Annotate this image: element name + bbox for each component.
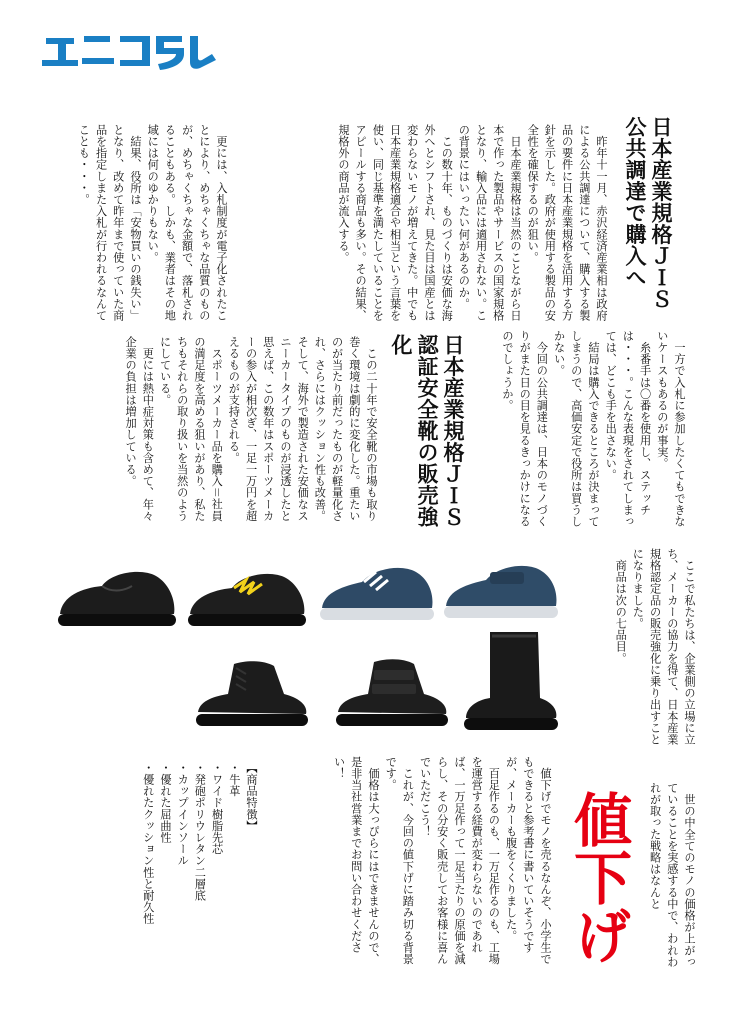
section2-title-line1: 日本産業規格ＪＩＳ	[441, 334, 465, 528]
section3-body	[264, 756, 554, 972]
section3-paragraph: 世の中全てのモノの価格が上がっていることを実感する中で、われわれが取った戦略はなんと	[648, 782, 696, 968]
navy-suede-shoe-white-laces-icon	[316, 560, 438, 636]
feature-item: ・優れた屈曲性	[158, 762, 172, 844]
section1-paragraph: 日本産業規格は当然のことながら日本で作った製品やサービスの国家規格となり、輸入品には適用されない。この背景にはいったい何があるのか。	[457, 124, 522, 322]
section3-paragraph: これが、今回の値下げに踏み切る背景です。	[384, 756, 415, 965]
section1-continued-paragraph: 一方で入札に参加したくてもできないケースもあるのが事実。	[655, 330, 686, 528]
section3-body-right	[636, 782, 698, 978]
section2-continued-paragraph: ここで私たちは、企業側の立場に立ち、メーカーの協力を得て、日本産業規格認定品の販売強化に乗り出すことになりました。	[631, 548, 696, 746]
section2-paragraph: 更には熱中症対策も含めて、年々企業の負担は増加している。	[124, 336, 155, 522]
product-features	[108, 762, 260, 962]
section3-paragraph: 価格は大っぴらにはできませんので、是非当社営業までお問い合わせください！	[332, 756, 380, 965]
black-shoe-yellow-laces-icon	[182, 564, 310, 640]
section1-title-line2: 公共調達で購入へ	[623, 116, 647, 288]
section1-paragraph: 更には、入札制度が電子化されたことにより、めちゃくちゃな品質のものが、めちゃくちゃな金額で、落札されることもある。しかも、業者はその地域には何のゆかりもない。	[146, 124, 228, 322]
section1-continued-paragraph: 今回の公共調達は、日本のモノづくりがまた日の目を見るきっかけになるのでしょうか。	[500, 330, 549, 528]
feature-item: ・発砲ポリウレタン二層底	[193, 762, 207, 902]
unicolumn-logo	[42, 30, 220, 74]
section2-continued	[574, 548, 698, 748]
navy-suede-velcro-shoe-icon	[440, 558, 560, 634]
discount-headline: 値下げ	[564, 790, 632, 964]
black-leather-low-shoe-icon	[52, 562, 180, 640]
section1-title-line1: 日本産業規格ＪＩＳ	[649, 116, 673, 310]
section1-body	[336, 124, 610, 322]
section3-paragraph: 百足作るのも、一万足作るのも、工場を運営する経費が変わらないのであれば、一万足作って一足当たりの原価を減らし、その分安く販売してお客様に喜んでいただこう！	[418, 756, 501, 965]
section2-title	[388, 334, 466, 544]
section2-paragraph: スポーツメーカー品を購入＝社員の満足度を高める狙いがあり、私たちもそれらの取り扱いを当然のようにしている。	[158, 336, 224, 522]
section1-continued	[466, 330, 688, 530]
section1-paragraph: 昨年十一月、赤沢経済産業相は政府による公共調達について、購入する製品の要件に日本産業規格を活用する方針を示した。政府が使用する製品の安全性を確保するのが狙い。	[526, 124, 608, 322]
section1-paragraph: 結果、役所は「安物買いの銭失い」となり、改めて昨年まで使っていた商品を指定しまた入札が行われるなんてことも・・・。	[77, 124, 142, 322]
section1-body-left	[77, 124, 230, 322]
feature-item: ・優れたクッション性と耐久性	[141, 762, 155, 925]
section1-continued-paragraph: 糸番手は〇番を使用し、ステッチは・・・。こんな表現をされてしまっては、どこも手を出さない。	[604, 330, 652, 528]
black-high-boot-icon	[460, 628, 560, 738]
section3-paragraph: 値下げでモノを売るなんぞ、小学生でもできると参考書に書いていそうですが、メーカーも腹をくくりました。	[504, 756, 552, 965]
black-mid-boot-laced-icon	[188, 656, 312, 736]
feature-item: ・牛革	[227, 762, 241, 797]
section1-paragraph: この数十年、ものづくりは安価な海外へとシフトされ、見た目は国産とは変わらないモノが増えてきた。中でも日本産業規格適合や相当という言葉を使い、同じ基準を満たしていることをアピールする商品も多い。その結果、規格外の商品が流入する。	[336, 124, 454, 322]
section2-continued-paragraph: 商品は次の七品目。	[614, 548, 628, 664]
section1-continued-paragraph: 結局は購入できるところが決まってしまうので、高価安定で役所は買うしかない。	[552, 330, 600, 528]
features-title: 【商品特徴】	[245, 762, 258, 832]
feature-item: ・ワイド樹脂先芯	[210, 762, 224, 855]
section2-body	[58, 336, 380, 532]
feature-item: ・カップインソール	[176, 762, 190, 867]
black-mid-boot-velcro-icon	[330, 654, 450, 736]
section2-paragraph: この二十年で安全靴の市場も取り巻く環境は劇的に変化した。重たいのが当たり前だったものが軽量化され、さらにはクッション性も改善。そして、海外で製造された安価なスニーカータイプのものが浸透したと思えば、この数年はスポーツメーカーの参入が相次ぎ、一足一万円を超えるものが支持される。	[227, 336, 378, 522]
section1-title	[622, 116, 674, 316]
section2-title-line2: 認証安全靴の販売強化	[389, 334, 439, 528]
